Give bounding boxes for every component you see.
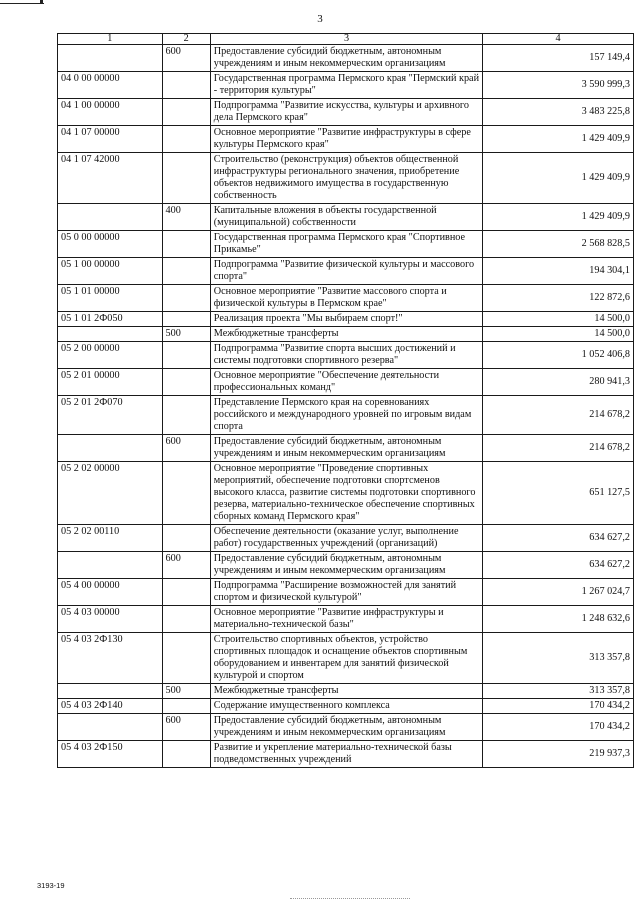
row-name-cell: Обеспечение деятельности (оказание услуг, выполнение работ) государственных учреждений (организаций) — [210, 525, 482, 552]
row-name-cell: Основное мероприятие "Обеспечение деятельности профессиональных команд" — [210, 369, 482, 396]
budget-table — [57, 33, 634, 768]
row-name-cell: Основное мероприятие "Развитие инфраструктуры и материально-технической базы" — [210, 606, 482, 633]
row-type-cell — [162, 633, 210, 684]
row-type-cell — [162, 396, 210, 435]
row-amount-cell: 1 429 409,9 — [483, 126, 634, 153]
row-amount-cell: 1 248 632,6 — [483, 606, 634, 633]
row-code-cell: 05 1 01 2Ф050 — [58, 312, 163, 327]
row-name-cell: Подпрограмма "Развитие спорта высших достижений и системы подготовки спортивного резерва" — [210, 342, 482, 369]
row-type-cell — [162, 312, 210, 327]
row-amount-cell: 634 627,2 — [483, 525, 634, 552]
table-row — [58, 741, 634, 768]
row-type-cell: 600 — [162, 45, 210, 72]
page-number: 3 — [317, 13, 323, 25]
table-row — [58, 285, 634, 312]
budget-table-body — [58, 34, 634, 768]
scan-corner-tick — [40, 0, 43, 3]
row-name-cell: Основное мероприятие "Проведение спортивных мероприятий, обеспечение подготовки спортсменов высокого класса, развитие системы подготовки спортивного резерва, материально-техническое обеспечение спортивных сборных команд Пермского края" — [210, 462, 482, 525]
document-code: 3193-19 — [37, 881, 65, 890]
row-name-cell: Предоставление субсидий бюджетным, автономным учреждениям и иным некоммерческим организациям — [210, 45, 482, 72]
row-amount-cell: 3 483 225,8 — [483, 99, 634, 126]
row-code-cell — [58, 552, 163, 579]
table-row — [58, 99, 634, 126]
row-type-cell — [162, 606, 210, 633]
row-name-cell: Государственная программа Пермского края "Спортивное Прикамье" — [210, 231, 482, 258]
row-amount-cell: 1 429 409,9 — [483, 204, 634, 231]
row-code-cell — [58, 435, 163, 462]
row-amount-cell: 194 304,1 — [483, 258, 634, 285]
row-type-cell — [162, 741, 210, 768]
row-code-cell: 05 4 03 00000 — [58, 606, 163, 633]
row-name-cell: Подпрограмма "Развитие искусства, культуры и архивного дела Пермского края" — [210, 99, 482, 126]
row-code-cell: 05 2 02 00000 — [58, 462, 163, 525]
scan-artifact — [290, 898, 410, 901]
row-code-cell: 04 0 00 00000 — [58, 72, 163, 99]
row-name-cell: Предоставление субсидий бюджетным, автономным учреждениям и иным некоммерческим организациям — [210, 435, 482, 462]
row-code-cell — [58, 45, 163, 72]
row-amount-cell: 1 267 024,7 — [483, 579, 634, 606]
row-type-cell — [162, 525, 210, 552]
row-amount-cell: 219 937,3 — [483, 741, 634, 768]
row-type-cell: 600 — [162, 435, 210, 462]
row-amount-cell: 313 357,8 — [483, 633, 634, 684]
row-amount-cell: 214 678,2 — [483, 396, 634, 435]
column-header-code: 1 — [58, 34, 163, 45]
table-row — [58, 369, 634, 396]
column-header-name: 3 — [210, 34, 482, 45]
row-type-cell — [162, 462, 210, 525]
row-type-cell — [162, 579, 210, 606]
table-row — [58, 258, 634, 285]
row-name-cell: Предоставление субсидий бюджетным, автономным учреждениям и иным некоммерческим организациям — [210, 714, 482, 741]
table-row — [58, 462, 634, 525]
table-row — [58, 606, 634, 633]
table-row — [58, 435, 634, 462]
table-row — [58, 153, 634, 204]
row-name-cell: Основное мероприятие "Развитие массового спорта и физической культуры в Пермском крае" — [210, 285, 482, 312]
row-code-cell: 05 4 03 2Ф140 — [58, 699, 163, 714]
row-type-cell — [162, 369, 210, 396]
row-type-cell: 500 — [162, 684, 210, 699]
row-type-cell — [162, 231, 210, 258]
row-amount-cell: 157 149,4 — [483, 45, 634, 72]
row-type-cell: 500 — [162, 327, 210, 342]
row-type-cell — [162, 72, 210, 99]
row-type-cell — [162, 285, 210, 312]
row-name-cell: Реализация проекта "Мы выбираем спорт!" — [210, 312, 482, 327]
row-name-cell: Межбюджетные трансферты — [210, 684, 482, 699]
row-name-cell: Строительство спортивных объектов, устройство спортивных площадок и оснащение объектов спортивным оборудованием и инвентарем для занятий физической культурой и спортом — [210, 633, 482, 684]
table-row — [58, 126, 634, 153]
row-code-cell: 05 4 03 2Ф150 — [58, 741, 163, 768]
table-row — [58, 72, 634, 99]
row-code-cell: 04 1 07 42000 — [58, 153, 163, 204]
row-code-cell — [58, 204, 163, 231]
row-type-cell — [162, 258, 210, 285]
scan-corner-mark — [0, 3, 44, 4]
row-amount-cell: 280 941,3 — [483, 369, 634, 396]
row-amount-cell: 313 357,8 — [483, 684, 634, 699]
row-name-cell: Капитальные вложения в объекты государственной (муниципальной) собственности — [210, 204, 482, 231]
row-type-cell — [162, 699, 210, 714]
row-name-cell: Подпрограмма "Расширение возможностей для занятий спортом и физической культурой" — [210, 579, 482, 606]
row-name-cell: Предоставление субсидий бюджетным, автономным учреждениям и иным некоммерческим организациям — [210, 552, 482, 579]
table-row — [58, 342, 634, 369]
table-row — [58, 312, 634, 327]
row-type-cell: 600 — [162, 714, 210, 741]
row-amount-cell: 1 429 409,9 — [483, 153, 634, 204]
row-amount-cell: 14 500,0 — [483, 327, 634, 342]
row-code-cell: 04 1 07 00000 — [58, 126, 163, 153]
row-amount-cell: 214 678,2 — [483, 435, 634, 462]
row-type-cell — [162, 153, 210, 204]
row-code-cell: 05 2 02 00110 — [58, 525, 163, 552]
row-code-cell: 05 4 00 00000 — [58, 579, 163, 606]
row-type-cell: 600 — [162, 552, 210, 579]
table-row — [58, 525, 634, 552]
row-code-cell: 05 1 00 00000 — [58, 258, 163, 285]
row-name-cell: Государственная программа Пермского края "Пермский край - территория культуры" — [210, 72, 482, 99]
row-name-cell: Подпрограмма "Развитие физической культуры и массового спорта" — [210, 258, 482, 285]
row-code-cell — [58, 327, 163, 342]
row-code-cell: 04 1 00 00000 — [58, 99, 163, 126]
row-code-cell: 05 0 00 00000 — [58, 231, 163, 258]
row-code-cell: 05 4 03 2Ф130 — [58, 633, 163, 684]
row-name-cell: Строительство (реконструкция) объектов общественной инфраструктуры регионального значения, приобретение объектов недвижимого имущества в государственную собственность — [210, 153, 482, 204]
row-code-cell: 05 2 00 00000 — [58, 342, 163, 369]
table-row — [58, 684, 634, 699]
row-name-cell: Межбюджетные трансферты — [210, 327, 482, 342]
table-header-row — [58, 34, 634, 45]
row-amount-cell: 170 434,2 — [483, 699, 634, 714]
table-row — [58, 204, 634, 231]
table-row — [58, 396, 634, 435]
row-amount-cell: 3 590 999,3 — [483, 72, 634, 99]
row-amount-cell: 170 434,2 — [483, 714, 634, 741]
row-name-cell: Основное мероприятие "Развитие инфраструктуры в сфере культуры Пермского края" — [210, 126, 482, 153]
table-row — [58, 633, 634, 684]
column-header-type: 2 — [162, 34, 210, 45]
row-amount-cell: 122 872,6 — [483, 285, 634, 312]
row-name-cell: Представление Пермского края на соревнованиях российского и международного уровней по игровым видам спорта — [210, 396, 482, 435]
row-type-cell — [162, 342, 210, 369]
row-amount-cell: 2 568 828,5 — [483, 231, 634, 258]
row-name-cell: Содержание имущественного комплекса — [210, 699, 482, 714]
table-row — [58, 327, 634, 342]
row-type-cell: 400 — [162, 204, 210, 231]
row-code-cell: 05 2 01 00000 — [58, 369, 163, 396]
row-amount-cell: 634 627,2 — [483, 552, 634, 579]
table-row — [58, 231, 634, 258]
table-row — [58, 699, 634, 714]
table-row — [58, 552, 634, 579]
row-code-cell — [58, 714, 163, 741]
row-type-cell — [162, 126, 210, 153]
row-code-cell — [58, 684, 163, 699]
table-row — [58, 579, 634, 606]
row-amount-cell: 651 127,5 — [483, 462, 634, 525]
row-name-cell: Развитие и укрепление материально-технической базы подведомственных учреждений — [210, 741, 482, 768]
table-row — [58, 714, 634, 741]
row-amount-cell: 1 052 406,8 — [483, 342, 634, 369]
row-code-cell: 05 2 01 2Ф070 — [58, 396, 163, 435]
table-row — [58, 45, 634, 72]
row-amount-cell: 14 500,0 — [483, 312, 634, 327]
column-header-amount: 4 — [483, 34, 634, 45]
row-code-cell: 05 1 01 00000 — [58, 285, 163, 312]
row-type-cell — [162, 99, 210, 126]
